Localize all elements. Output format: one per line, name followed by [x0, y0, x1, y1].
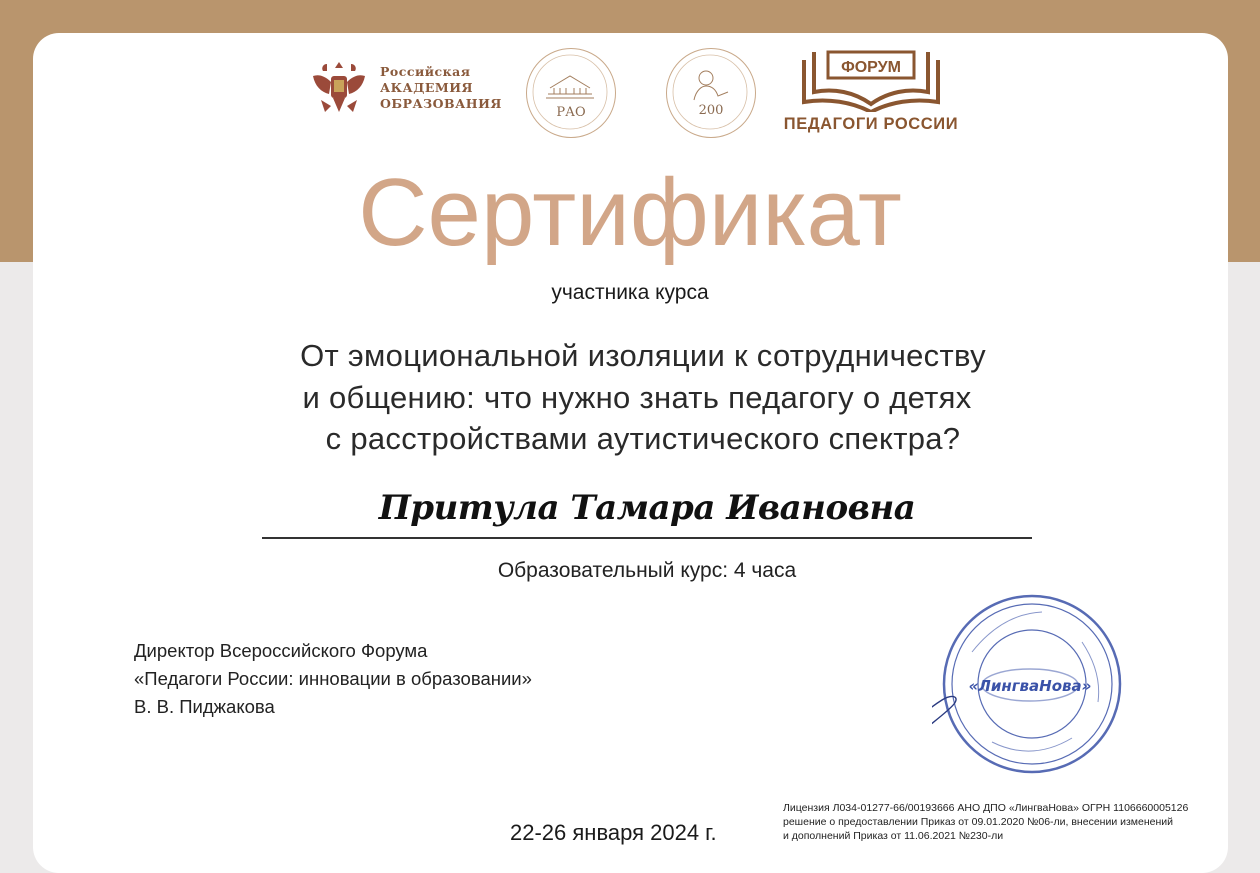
- signatory-block: [134, 637, 532, 721]
- course-hours: Образовательный курс: 4 часа: [497, 559, 797, 582]
- forum-logo: [766, 48, 976, 134]
- open-book-icon: [766, 48, 976, 112]
- certificate-subtitle: участника курса: [551, 281, 709, 304]
- rao-logo-line1: Российская: [380, 64, 471, 79]
- course-title-line-1: От эмоциональной изоляции к сотрудничеству: [300, 338, 986, 373]
- recipient-name: Притула Тамара Ивановна: [378, 488, 916, 528]
- license-line-2: решение о предоставлении Приказ от 09.01.2020 №06-ли, внесении изменений: [783, 816, 1174, 828]
- round-stamp-icon: [932, 592, 1132, 792]
- organization-stamp: [932, 592, 1132, 792]
- seal2-text: 200: [698, 103, 724, 118]
- forum-badge-text: ФОРУМ: [841, 59, 901, 76]
- rao-logo-line3: ОБРАЗОВАНИЯ: [380, 96, 502, 111]
- ushinsky-200-seal: [666, 48, 756, 138]
- seal1-text: РАО: [556, 105, 586, 120]
- building-icon: [526, 48, 614, 136]
- forum-caption: ПЕДАГОГИ РОССИИ: [783, 115, 959, 133]
- course-date: 22-26 января 2024 г.: [510, 820, 717, 845]
- signatory-name: В. В. Пиджакова: [134, 696, 275, 717]
- stamp-center-text: «ЛингваНова»: [968, 677, 1092, 695]
- portrait-icon: [666, 48, 754, 136]
- rao-anniversary-seal: [526, 48, 616, 138]
- double-eagle-emblem-icon: [307, 54, 371, 120]
- license-line-3: и дополнений Приказ от 11.06.2021 №230-ли: [783, 830, 1004, 842]
- rao-logo: [307, 54, 502, 124]
- signatory-line-1: Директор Всероссийского Форума: [134, 640, 428, 661]
- name-underline: [262, 537, 1032, 539]
- license-info: [783, 801, 1188, 843]
- rao-logo-line2: АКАДЕМИЯ: [380, 80, 474, 95]
- signatory-line-2: «Педагоги России: инновации в образовании»: [134, 668, 532, 689]
- license-line-1: Лицензия Л034-01277-66/00193666 АНО ДПО «ЛингваНова» ОГРН 1106660005126: [783, 802, 1189, 814]
- certificate-title: Сертификат: [358, 159, 902, 266]
- course-title-line-2: и общению: что нужно знать педагогу о детях: [302, 380, 972, 415]
- course-title-line-3: с расстройствами аутистического спектра?: [325, 421, 961, 456]
